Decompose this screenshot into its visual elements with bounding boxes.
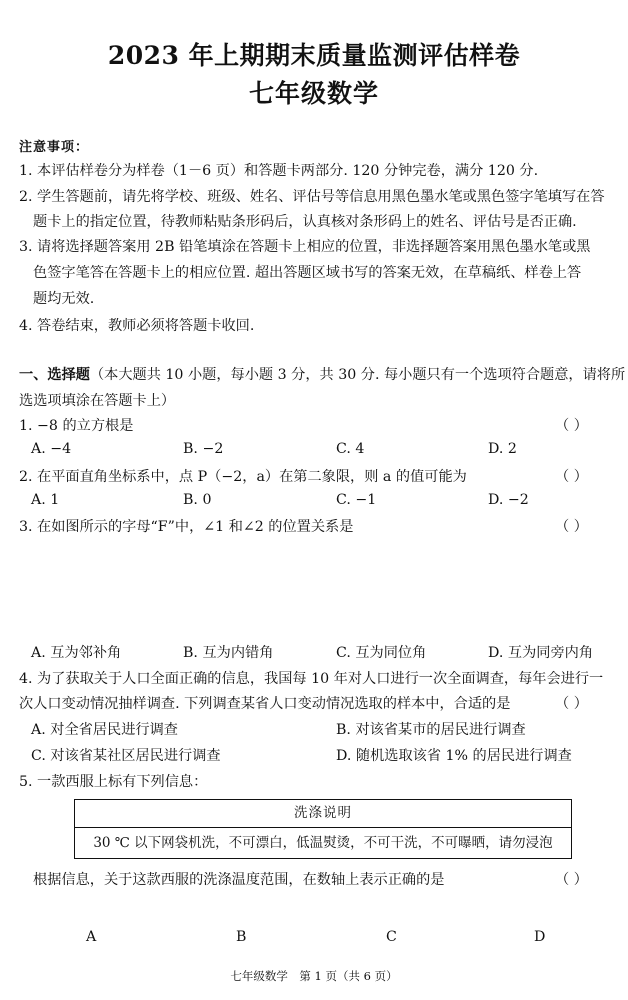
section-description: （本大题共 10 小题，每小题 3 分，共 30 分. 每小题只有一个选项符合题意，请将所 bbox=[89, 367, 626, 383]
q2-stem: 2. 在平面直角坐标系中，点 P（−2，a）在第二象限，则 a 的值可能为 bbox=[19, 469, 467, 485]
q4-stem-line-2: 次人口变动情况抽样调查. 下列调查某省人口变动情况选取的样本中，合适的是 bbox=[19, 696, 511, 712]
section-description-2: 选选项填涂在答题卡上） bbox=[19, 393, 176, 409]
q1-answer-paren: （ ） bbox=[555, 418, 588, 434]
page-footer: 七年级数学 第 1 页（共 6 页） bbox=[230, 969, 398, 983]
q3-answer-paren: （ ） bbox=[555, 519, 588, 535]
q4-option-b: B. 对该省某市的居民进行调查 bbox=[336, 722, 526, 738]
q4-option-a: A. 对全省居民进行调查 bbox=[31, 722, 178, 738]
notice-line-3c: 题均无效. bbox=[33, 291, 95, 307]
q1-option-d: D. 2 bbox=[488, 441, 517, 457]
exam-title: 2023 年上期期末质量监测评估样卷 bbox=[107, 41, 521, 70]
section-label: 一、选择题 bbox=[19, 367, 90, 383]
notice-line-3b: 色签字笔答在答题卡上的相应位置. 超出答题区域书写的答案无效，在草稿纸、样卷上答 bbox=[33, 265, 582, 281]
notice-line-1: 1. 本评估样卷分为样卷（1－6 页）和答题卡两部分. 120 分钟完卷，满分 120 分. bbox=[19, 163, 539, 179]
q5-stem: 5. 一款西服上标有下列信息： bbox=[19, 774, 208, 790]
q2-option-c: C. −1 bbox=[336, 492, 377, 508]
q2-option-a: A. 1 bbox=[31, 492, 60, 508]
q5-question: 根据信息，关于这款西服的洗涤温度范围，在数轴上表示正确的是 bbox=[33, 872, 445, 888]
q4-answer-paren: （ ） bbox=[555, 696, 588, 712]
q2-option-b: B. 0 bbox=[183, 492, 212, 508]
q4-stem-line-1: 4. 为了获取关于人口全面正确的信息，我国每 10 年对人口进行一次全面调查，每年会进行一 bbox=[19, 671, 604, 687]
q5-option-c: C bbox=[386, 929, 397, 945]
q5-option-d: D bbox=[534, 929, 546, 945]
q1-option-a: A. −4 bbox=[31, 441, 72, 457]
exam-subject: 七年级数学 bbox=[248, 79, 379, 108]
notice-line-3: 3. 请将选择题答案用 2B 铅笔填涂在答题卡上相应的位置，非选择题答案用黑色墨水笔或黑 bbox=[19, 239, 591, 255]
q5-option-a: A bbox=[86, 929, 97, 945]
q3-stem: 3. 在如图所示的字母“F”中，∠1 和∠2 的位置关系是 bbox=[19, 519, 354, 535]
q3-option-c: C. 互为同位角 bbox=[336, 645, 427, 661]
q4-option-d: D. 随机选取该省 1% 的居民进行调查 bbox=[336, 748, 572, 764]
notice-line-2b: 题卡上的指定位置，待教师粘贴条形码后，认真核对条形码上的姓名、评估号是否正确. bbox=[33, 214, 577, 230]
q1-stem: 1. −8 的立方根是 bbox=[19, 418, 134, 434]
q3-option-a: A. 互为邻补角 bbox=[31, 645, 122, 661]
q3-option-b: B. 互为内错角 bbox=[183, 645, 274, 661]
q2-option-d: D. −2 bbox=[488, 492, 529, 508]
q4-option-c: C. 对该省某社区居民进行调查 bbox=[31, 748, 221, 764]
notice-line-2: 2. 学生答题前，请先将学校、班级、姓名、评估号等信息用黑色墨水笔或黑色签字笔填写在答 bbox=[19, 189, 605, 205]
q2-answer-paren: （ ） bbox=[555, 469, 588, 485]
washing-instructions-text: 30 ℃ 以下网袋机洗，不可漂白，低温熨烫，不可干洗，不可曝晒，请勿浸泡 bbox=[93, 835, 553, 851]
washing-instructions-box bbox=[74, 799, 572, 859]
section-heading bbox=[19, 364, 625, 384]
q5-answer-paren: （ ） bbox=[555, 872, 588, 888]
q1-option-c: C. 4 bbox=[336, 441, 365, 457]
notice-line-4: 4. 答卷结束，教师必须将答题卡收回. bbox=[19, 318, 255, 334]
q3-option-d: D. 互为同旁内角 bbox=[488, 645, 594, 661]
q5-option-b: B bbox=[236, 929, 247, 945]
notice-heading: 注意事项： bbox=[19, 140, 90, 155]
q1-option-b: B. −2 bbox=[183, 441, 224, 457]
washing-instructions-title: 洗涤说明 bbox=[75, 800, 571, 828]
